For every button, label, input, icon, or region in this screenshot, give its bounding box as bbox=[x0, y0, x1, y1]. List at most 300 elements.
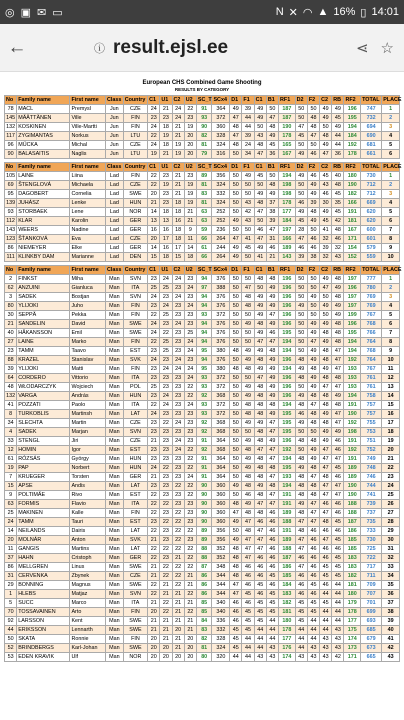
table-cell: 95 bbox=[196, 347, 212, 356]
table-cell: 182 bbox=[279, 599, 296, 608]
table-cell: 49 bbox=[266, 392, 278, 401]
table-cell: 49 bbox=[320, 141, 332, 150]
table-cell: RÓZSÁS bbox=[17, 455, 70, 464]
table-cell: 50 bbox=[242, 226, 254, 235]
column-header: RF2 bbox=[344, 96, 361, 105]
table-cell: 50 bbox=[295, 446, 307, 455]
column-header: No bbox=[5, 163, 17, 172]
table-cell: 46 bbox=[320, 545, 332, 554]
table-cell: 739 bbox=[361, 500, 382, 509]
table-cell: 14 bbox=[382, 392, 400, 401]
table-cell: 196 bbox=[344, 105, 361, 114]
table-cell: 600 bbox=[361, 226, 382, 235]
column-header: U2 bbox=[184, 266, 196, 275]
table-cell: Man bbox=[105, 392, 123, 401]
table-cell: 93 bbox=[5, 208, 17, 217]
table-cell: 49 bbox=[307, 217, 319, 226]
table-cell: 18 bbox=[160, 123, 172, 132]
table-cell: Jun bbox=[105, 105, 123, 114]
table-cell: Martin bbox=[70, 419, 106, 428]
table-cell: 47 bbox=[307, 500, 319, 509]
table-cell: 23 bbox=[184, 275, 196, 284]
table-cell: 46 bbox=[332, 235, 344, 244]
table-cell: 47 bbox=[230, 235, 242, 244]
table-cell: 21 bbox=[172, 617, 184, 626]
table-cell: 24 bbox=[172, 365, 184, 374]
table-cell: Man bbox=[105, 275, 123, 284]
table-cell: Man bbox=[105, 320, 123, 329]
table-cell: 24 bbox=[242, 141, 254, 150]
table-cell: 191 bbox=[344, 437, 361, 446]
table-cell: 23 bbox=[148, 374, 160, 383]
table-cell: 264 bbox=[212, 253, 230, 262]
results-table-1 bbox=[4, 95, 400, 159]
table-cell: Flavio bbox=[70, 500, 106, 509]
table-cell: ŠTENGLOVÁ bbox=[17, 181, 70, 190]
table-cell: 49 bbox=[242, 320, 254, 329]
table-cell: 669 bbox=[361, 199, 382, 208]
table-cell: 48 bbox=[332, 329, 344, 338]
table-cell: 96 bbox=[5, 141, 17, 150]
table-cell: 24 bbox=[148, 329, 160, 338]
table-cell: 94 bbox=[196, 275, 212, 284]
table-cell: 48 bbox=[5, 383, 17, 392]
table-cell: 61 bbox=[5, 455, 17, 464]
column-header: F1 bbox=[242, 163, 254, 172]
nfc-icon: N bbox=[275, 6, 284, 18]
table-cell: 21 bbox=[148, 199, 160, 208]
table-row bbox=[5, 208, 400, 217]
table-cell: 24 bbox=[148, 356, 160, 365]
table-cell: Man bbox=[105, 284, 123, 293]
table-cell: 23 bbox=[148, 455, 160, 464]
table-row bbox=[5, 235, 400, 244]
table-cell: 192 bbox=[344, 446, 361, 455]
table-cell: 48 bbox=[332, 293, 344, 302]
table-cell: 24 bbox=[172, 356, 184, 365]
table-cell: 171 bbox=[344, 653, 361, 662]
table-cell: 376 bbox=[212, 302, 230, 311]
table-cell: 47 bbox=[266, 491, 278, 500]
table-cell: 13 bbox=[148, 217, 160, 226]
table-cell: 180 bbox=[279, 617, 296, 626]
table-cell: 48 bbox=[254, 392, 266, 401]
table-cell: SVN bbox=[123, 428, 147, 437]
table-cell: 372 bbox=[212, 383, 230, 392]
table-cell: 16 bbox=[382, 410, 400, 419]
table-cell: 12 bbox=[5, 446, 17, 455]
table-cell: 15 bbox=[382, 401, 400, 410]
table-cell: 41 bbox=[320, 226, 332, 235]
table-cell: 22 bbox=[184, 482, 196, 491]
table-cell: 22 bbox=[184, 527, 196, 536]
table-cell: 681 bbox=[361, 141, 382, 150]
url-field[interactable]: result.ejsl.ee bbox=[113, 36, 229, 58]
table-cell: 50 bbox=[242, 428, 254, 437]
table-cell: 45 bbox=[295, 132, 307, 141]
table-cell: 699 bbox=[361, 608, 382, 617]
table-cell: 43 bbox=[266, 653, 278, 662]
table-cell: FIN bbox=[123, 123, 147, 132]
table-cell: Man bbox=[105, 437, 123, 446]
table-cell: 20 bbox=[148, 653, 160, 662]
table-cell: 23 bbox=[172, 401, 184, 410]
table-cell: 722 bbox=[361, 554, 382, 563]
table-cell: 46 bbox=[242, 581, 254, 590]
table-cell: 47 bbox=[307, 473, 319, 482]
table-cell: 175 bbox=[344, 626, 361, 635]
table-cell: 712 bbox=[361, 190, 382, 199]
table-cell: KRAZEL bbox=[17, 356, 70, 365]
table-cell: 46 bbox=[242, 563, 254, 572]
table-cell: 19 bbox=[184, 181, 196, 190]
table-cell: 18 bbox=[184, 253, 196, 262]
table-cell: 194 bbox=[279, 482, 296, 491]
table-cell: 174 bbox=[344, 635, 361, 644]
table-cell: 94 bbox=[196, 356, 212, 365]
table-cell: 39 bbox=[266, 217, 278, 226]
table-cell: KRUEGER bbox=[17, 473, 70, 482]
table-cell: 50 bbox=[295, 190, 307, 199]
table-cell: 81 bbox=[196, 644, 212, 653]
table-cell: 191 bbox=[279, 500, 296, 509]
table-cell: 1 bbox=[382, 172, 400, 181]
column-header: U1 bbox=[160, 266, 172, 275]
table-cell: Man bbox=[105, 356, 123, 365]
table-cell: 46 bbox=[307, 590, 319, 599]
table-cell: 95 bbox=[5, 190, 17, 199]
info-icon[interactable]: ⓘ bbox=[94, 42, 105, 55]
table-cell: HAHN bbox=[17, 554, 70, 563]
table-row bbox=[5, 653, 400, 662]
table-cell: 48 bbox=[307, 491, 319, 500]
table-cell: 3 bbox=[382, 123, 400, 132]
table-cell: 49 bbox=[242, 464, 254, 473]
table-cell: 372 bbox=[212, 114, 230, 123]
table-row bbox=[5, 244, 400, 253]
table-cell: 97 bbox=[196, 284, 212, 293]
table-cell: 23 bbox=[160, 320, 172, 329]
table-cell: Wojciech bbox=[70, 383, 106, 392]
wifi-icon: ◠ bbox=[302, 6, 313, 19]
table-cell: 196 bbox=[279, 356, 296, 365]
table-cell: Andis bbox=[70, 482, 106, 491]
column-header: U1 bbox=[160, 163, 172, 172]
table-cell: 679 bbox=[361, 635, 382, 644]
table-cell: Kalle bbox=[70, 509, 106, 518]
table-cell: 22 bbox=[160, 563, 172, 572]
column-header: RB bbox=[332, 266, 344, 275]
table-cell: 48 bbox=[320, 518, 332, 527]
back-arrow-icon[interactable]: ← bbox=[7, 36, 27, 58]
table-cell: 195 bbox=[279, 419, 296, 428]
table-cell: 50 bbox=[307, 226, 319, 235]
results-table-3 bbox=[4, 265, 400, 662]
table-row bbox=[5, 437, 400, 446]
table-cell: 47 bbox=[295, 518, 307, 527]
table-row bbox=[5, 302, 400, 311]
table-cell: 735 bbox=[361, 518, 382, 527]
table-cell: 31 bbox=[5, 572, 17, 581]
column-header: TOTAL bbox=[361, 96, 382, 105]
table-cell: 20 bbox=[172, 626, 184, 635]
table-row bbox=[5, 347, 400, 356]
table-cell: 23 bbox=[148, 392, 160, 401]
table-cell: 25 bbox=[160, 347, 172, 356]
table-cell: Man bbox=[105, 626, 123, 635]
share-icon[interactable]: ⋖ bbox=[355, 39, 369, 57]
table-cell: 49 bbox=[307, 383, 319, 392]
table-row bbox=[5, 311, 400, 320]
table-cell: 196 bbox=[279, 320, 296, 329]
table-cell: 44 bbox=[320, 626, 332, 635]
table-cell: 48 bbox=[242, 302, 254, 311]
table-cell: 46 bbox=[266, 244, 278, 253]
table-cell: 46 bbox=[266, 329, 278, 338]
table-row bbox=[5, 455, 400, 464]
table-cell: 22 bbox=[160, 464, 172, 473]
table-cell: NOR bbox=[123, 208, 147, 217]
table-cell: 23 bbox=[160, 554, 172, 563]
table-cell: 94 bbox=[196, 338, 212, 347]
table-cell: 186 bbox=[344, 527, 361, 536]
table-cell: FIN bbox=[123, 608, 147, 617]
table-cell: 21 bbox=[172, 554, 184, 563]
table-cell: 20 bbox=[172, 653, 184, 662]
table-cell: 23 bbox=[184, 518, 196, 527]
table-cell: 352 bbox=[212, 554, 230, 563]
table-cell: 48 bbox=[254, 464, 266, 473]
table-cell: Man bbox=[105, 293, 123, 302]
table-cell: 18 bbox=[160, 253, 172, 262]
table-cell: 22 bbox=[160, 329, 172, 338]
table-cell: 50 bbox=[230, 410, 242, 419]
table-row bbox=[5, 599, 400, 608]
table-cell: 21 bbox=[184, 572, 196, 581]
table-cell: FIN bbox=[123, 635, 147, 644]
table-cell: 24 bbox=[172, 446, 184, 455]
table-cell: 196 bbox=[279, 392, 296, 401]
table-cell: 46 bbox=[307, 554, 319, 563]
table-cell: 93 bbox=[196, 383, 212, 392]
bookmark-icon[interactable]: ☆ bbox=[380, 39, 394, 57]
table-cell: 21 bbox=[266, 253, 278, 262]
table-cell: 380 bbox=[212, 365, 230, 374]
table-cell: POLTIMÄE bbox=[17, 491, 70, 500]
table-row bbox=[5, 473, 400, 482]
table-cell: 90 bbox=[196, 509, 212, 518]
table-cell: 196 bbox=[344, 284, 361, 293]
column-header: C1 bbox=[148, 163, 160, 172]
table-cell: 196 bbox=[279, 302, 296, 311]
table-cell: 37 bbox=[5, 554, 17, 563]
table-cell: 19 bbox=[148, 150, 160, 159]
table-cell: 364 bbox=[212, 464, 230, 473]
table-cell: HUN bbox=[123, 199, 147, 208]
table-cell: 44 bbox=[295, 626, 307, 635]
table-cell: Liina bbox=[70, 172, 106, 181]
table-cell: 50 bbox=[242, 181, 254, 190]
table-cell: 188 bbox=[344, 500, 361, 509]
table-cell: BRINDBERGS bbox=[17, 644, 70, 653]
table-cell: 23 bbox=[148, 347, 160, 356]
table-cell: 49 bbox=[266, 365, 278, 374]
table-cell: 81 bbox=[196, 181, 212, 190]
table-row bbox=[5, 226, 400, 235]
table-cell: 49 bbox=[242, 419, 254, 428]
page-title: European CHS Combined Game Shooting bbox=[142, 80, 262, 86]
table-cell: 49 bbox=[320, 114, 332, 123]
table-cell: 46 bbox=[230, 617, 242, 626]
table-cell: 46 bbox=[320, 190, 332, 199]
table-cell: 50 bbox=[230, 150, 242, 159]
table-cell: 22 bbox=[184, 446, 196, 455]
table-cell: 49 bbox=[254, 419, 266, 428]
table-cell: 16 bbox=[160, 244, 172, 253]
table-cell: 48 bbox=[230, 572, 242, 581]
table-cell: 741 bbox=[361, 491, 382, 500]
column-header: B1 bbox=[266, 96, 278, 105]
table-cell: 50 bbox=[230, 491, 242, 500]
table-cell: 23 bbox=[160, 536, 172, 545]
table-cell: 328 bbox=[212, 132, 230, 141]
table-cell: 14 bbox=[148, 244, 160, 253]
table-cell: JUHÁSZ bbox=[17, 199, 70, 208]
table-cell: SWE bbox=[123, 329, 147, 338]
table-cell: 24 bbox=[172, 114, 184, 123]
table-cell: 44 bbox=[332, 617, 344, 626]
table-cell: KLAR bbox=[17, 217, 70, 226]
table-cell: 23 bbox=[172, 500, 184, 509]
table-cell: 44 bbox=[254, 644, 266, 653]
table-cell: FIN bbox=[123, 338, 147, 347]
table-cell: 46 bbox=[266, 518, 278, 527]
table-cell: 46 bbox=[242, 572, 254, 581]
table-cell: 47 bbox=[320, 446, 332, 455]
table-cell: 23 bbox=[382, 473, 400, 482]
table-cell: 47 bbox=[332, 455, 344, 464]
table-cell: Man bbox=[105, 329, 123, 338]
table-cell: EST bbox=[123, 347, 147, 356]
table-cell: 701 bbox=[361, 599, 382, 608]
column-header: Class bbox=[106, 164, 122, 170]
table-cell: Martinsh bbox=[70, 410, 106, 419]
table-cell: 25 bbox=[160, 338, 172, 347]
table-cell: 47 bbox=[266, 226, 278, 235]
table-cell: 21 bbox=[172, 123, 184, 132]
table-cell: 178 bbox=[279, 626, 296, 635]
table-cell: 368 bbox=[212, 419, 230, 428]
table-cell: SUCC bbox=[17, 599, 70, 608]
table-row bbox=[5, 518, 400, 527]
table-cell: 195 bbox=[344, 329, 361, 338]
table-cell: 83 bbox=[196, 190, 212, 199]
table-cell: 189 bbox=[344, 464, 361, 473]
table-cell: 23 bbox=[172, 464, 184, 473]
table-cell: 47 bbox=[320, 482, 332, 491]
table-cell: 6 bbox=[382, 320, 400, 329]
table-cell: 195 bbox=[279, 410, 296, 419]
table-cell: 601 bbox=[361, 235, 382, 244]
table-cell: 328 bbox=[212, 635, 230, 644]
table-cell: 21 bbox=[148, 437, 160, 446]
table-cell: 22 bbox=[148, 401, 160, 410]
table-cell: 21 bbox=[160, 581, 172, 590]
table-cell: Man bbox=[105, 527, 123, 536]
table-row bbox=[5, 172, 400, 181]
table-cell: 23 bbox=[172, 491, 184, 500]
table-cell: 47 bbox=[320, 383, 332, 392]
table-cell: 47 bbox=[266, 473, 278, 482]
table-cell: 48 bbox=[307, 464, 319, 473]
table-cell: 48 bbox=[332, 226, 344, 235]
table-cell: 186 bbox=[279, 563, 296, 572]
table-cell: 49 bbox=[242, 383, 254, 392]
table-cell: 18 bbox=[172, 208, 184, 217]
table-cell: 43 bbox=[320, 653, 332, 662]
table-cell: 48 bbox=[230, 545, 242, 554]
column-header: First name bbox=[70, 163, 106, 172]
table-cell: Naglis bbox=[70, 150, 106, 159]
table-cell: 22 bbox=[184, 563, 196, 572]
table-cell: 22 bbox=[148, 338, 160, 347]
column-header: PLACE bbox=[383, 97, 402, 103]
table-cell: 730 bbox=[361, 172, 382, 181]
table-cell: Lad bbox=[105, 172, 123, 181]
table-cell: 23 bbox=[160, 383, 172, 392]
table-cell: 23 bbox=[184, 356, 196, 365]
table-cell: 23 bbox=[172, 284, 184, 293]
table-cell: 2 bbox=[5, 275, 17, 284]
table-cell: 48 bbox=[295, 401, 307, 410]
table-cell: Lad bbox=[105, 253, 123, 262]
table-cell: NIEMEYER bbox=[17, 244, 70, 253]
table-cell: 46 bbox=[266, 509, 278, 518]
table-cell: 48 bbox=[254, 491, 266, 500]
table-cell: 66 bbox=[196, 235, 212, 244]
table-cell: SADEK bbox=[17, 293, 70, 302]
table-cell: 22 bbox=[172, 482, 184, 491]
table-cell: STENGL bbox=[17, 437, 70, 446]
table-cell: 24 bbox=[184, 473, 196, 482]
table-cell: Gianluca bbox=[70, 284, 106, 293]
table-cell: 24 bbox=[160, 275, 172, 284]
table-cell: 11 bbox=[184, 235, 196, 244]
table-cell: Jun bbox=[105, 141, 123, 150]
table-cell: Jun bbox=[105, 123, 123, 132]
table-row bbox=[5, 491, 400, 500]
table-cell: 8 bbox=[382, 235, 400, 244]
table-cell: 48 bbox=[320, 392, 332, 401]
table-cell: CZE bbox=[123, 419, 147, 428]
table-cell: Cristoph bbox=[70, 554, 106, 563]
table-cell: 751 bbox=[361, 437, 382, 446]
table-cell: 50 bbox=[266, 105, 278, 114]
table-cell: Man bbox=[105, 590, 123, 599]
table-cell: Man bbox=[105, 635, 123, 644]
table-cell: 45 bbox=[266, 590, 278, 599]
table-cell: 9 bbox=[5, 491, 17, 500]
table-cell: SVK bbox=[123, 356, 147, 365]
table-cell: 34 bbox=[242, 150, 254, 159]
table-cell: 43 bbox=[320, 635, 332, 644]
table-cell: 45 bbox=[254, 172, 266, 181]
table-cell: Man bbox=[105, 383, 123, 392]
table-cell: 22 bbox=[184, 545, 196, 554]
table-cell: 20 bbox=[382, 446, 400, 455]
table-cell: 36 bbox=[266, 150, 278, 159]
table-cell: 22 bbox=[160, 500, 172, 509]
